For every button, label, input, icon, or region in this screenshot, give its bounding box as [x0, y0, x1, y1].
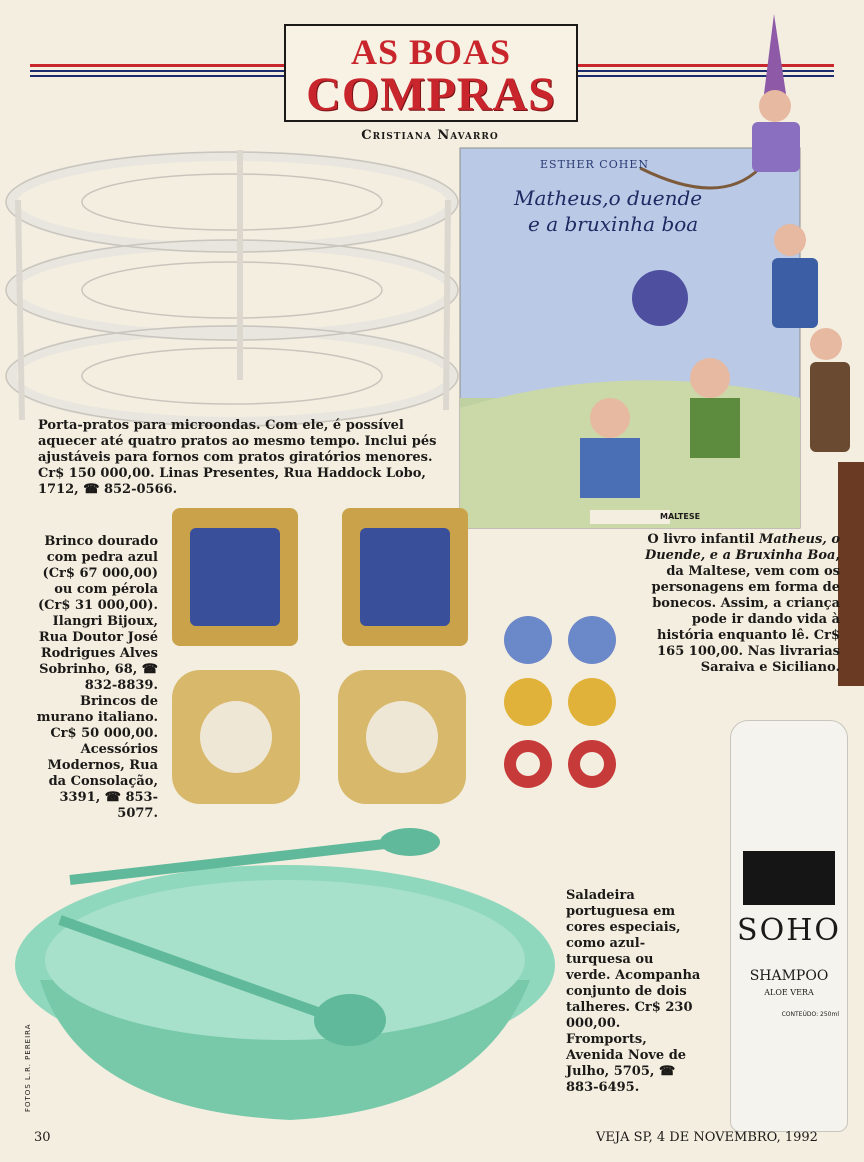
book-caption: [640, 532, 840, 676]
book-caption-pre: O livro infantil: [647, 532, 759, 547]
section-title: [284, 24, 578, 122]
murano-earrings-image: [496, 610, 626, 790]
shampoo-brand: SOHO: [737, 913, 841, 948]
section-title-bottom: COMPRAS: [306, 68, 556, 121]
salad-bowl-caption: Saladeira portuguesa em cores especiais, como azul-turquesa ou verde. Acompanha conjunto de dois talheres. Cr$ 230 000,00. Fromports, Avenida Nove de Julho, 5705, ☎ 883-6495.: [566, 888, 701, 1095]
book-publisher: MALTESE: [660, 512, 701, 521]
book-author: ESTHER COHEN: [540, 158, 649, 171]
shampoo-bottle: [730, 720, 848, 1132]
book-title-line1: Matheus,o duende: [514, 186, 703, 210]
shampoo-content: CONTEÚDO: 250ml: [781, 1011, 839, 1018]
byline: Cristiana Navarro: [361, 128, 499, 143]
book-caption-post: , da Maltese, vem com os personagens em forma de bonecos. Assim, a criança pode ir dando vida à história enquanto lê. Cr$ 165 100,00. Nas livrarias Saraiva e Siciliano.: [651, 548, 840, 675]
book-caption-title: Matheus, o Duende, e a Bruxinha Boa: [644, 532, 840, 563]
book-title-line2: e a bruxinha boa: [528, 212, 699, 236]
shampoo-variant: ALOE VERA: [764, 988, 814, 997]
jewelry-caption: Brinco dourado com pedra azul (Cr$ 67 000,00) ou com pérola (Cr$ 31 000,00). Ilangri Bijoux, Rua Doutor José Rodrigues Alves Sobrinho, 68, ☎ 832-8839. Brincos de murano italiano. Cr$ 50 000,00. Acessórios Modernos, Rua da Consolação, 3391, ☎ 853-5077.: [36, 534, 158, 821]
salad-bowl-image: [0, 820, 560, 1150]
earrings-image: [166, 504, 486, 814]
shampoo-logo-mark: [743, 851, 835, 905]
issue-line: VEJA SP, 4 DE NOVEMBRO, 1992: [596, 1130, 818, 1145]
doll-figures-image: [730, 14, 860, 494]
plate-rack-caption: Porta-pratos para microondas. Com ele, é possível aquecer até quatro pratos ao mesmo tempo. Inclui pés ajustáveis para fornos com pratos giratórios menores. Cr$ 150 000,00. Linas Presentes, Rua Haddock Lobo, 1712, ☎ 852-0566.: [38, 418, 437, 497]
shampoo-product: SHAMPOO: [749, 968, 829, 984]
page-number: 30: [34, 1130, 51, 1145]
book-edge-strip: [838, 462, 864, 686]
plate-rack-image: [0, 140, 470, 430]
section-title-top: AS BOAS: [350, 32, 512, 72]
photo-credit: FOTOS L.R. PEREIRA: [24, 1023, 32, 1112]
